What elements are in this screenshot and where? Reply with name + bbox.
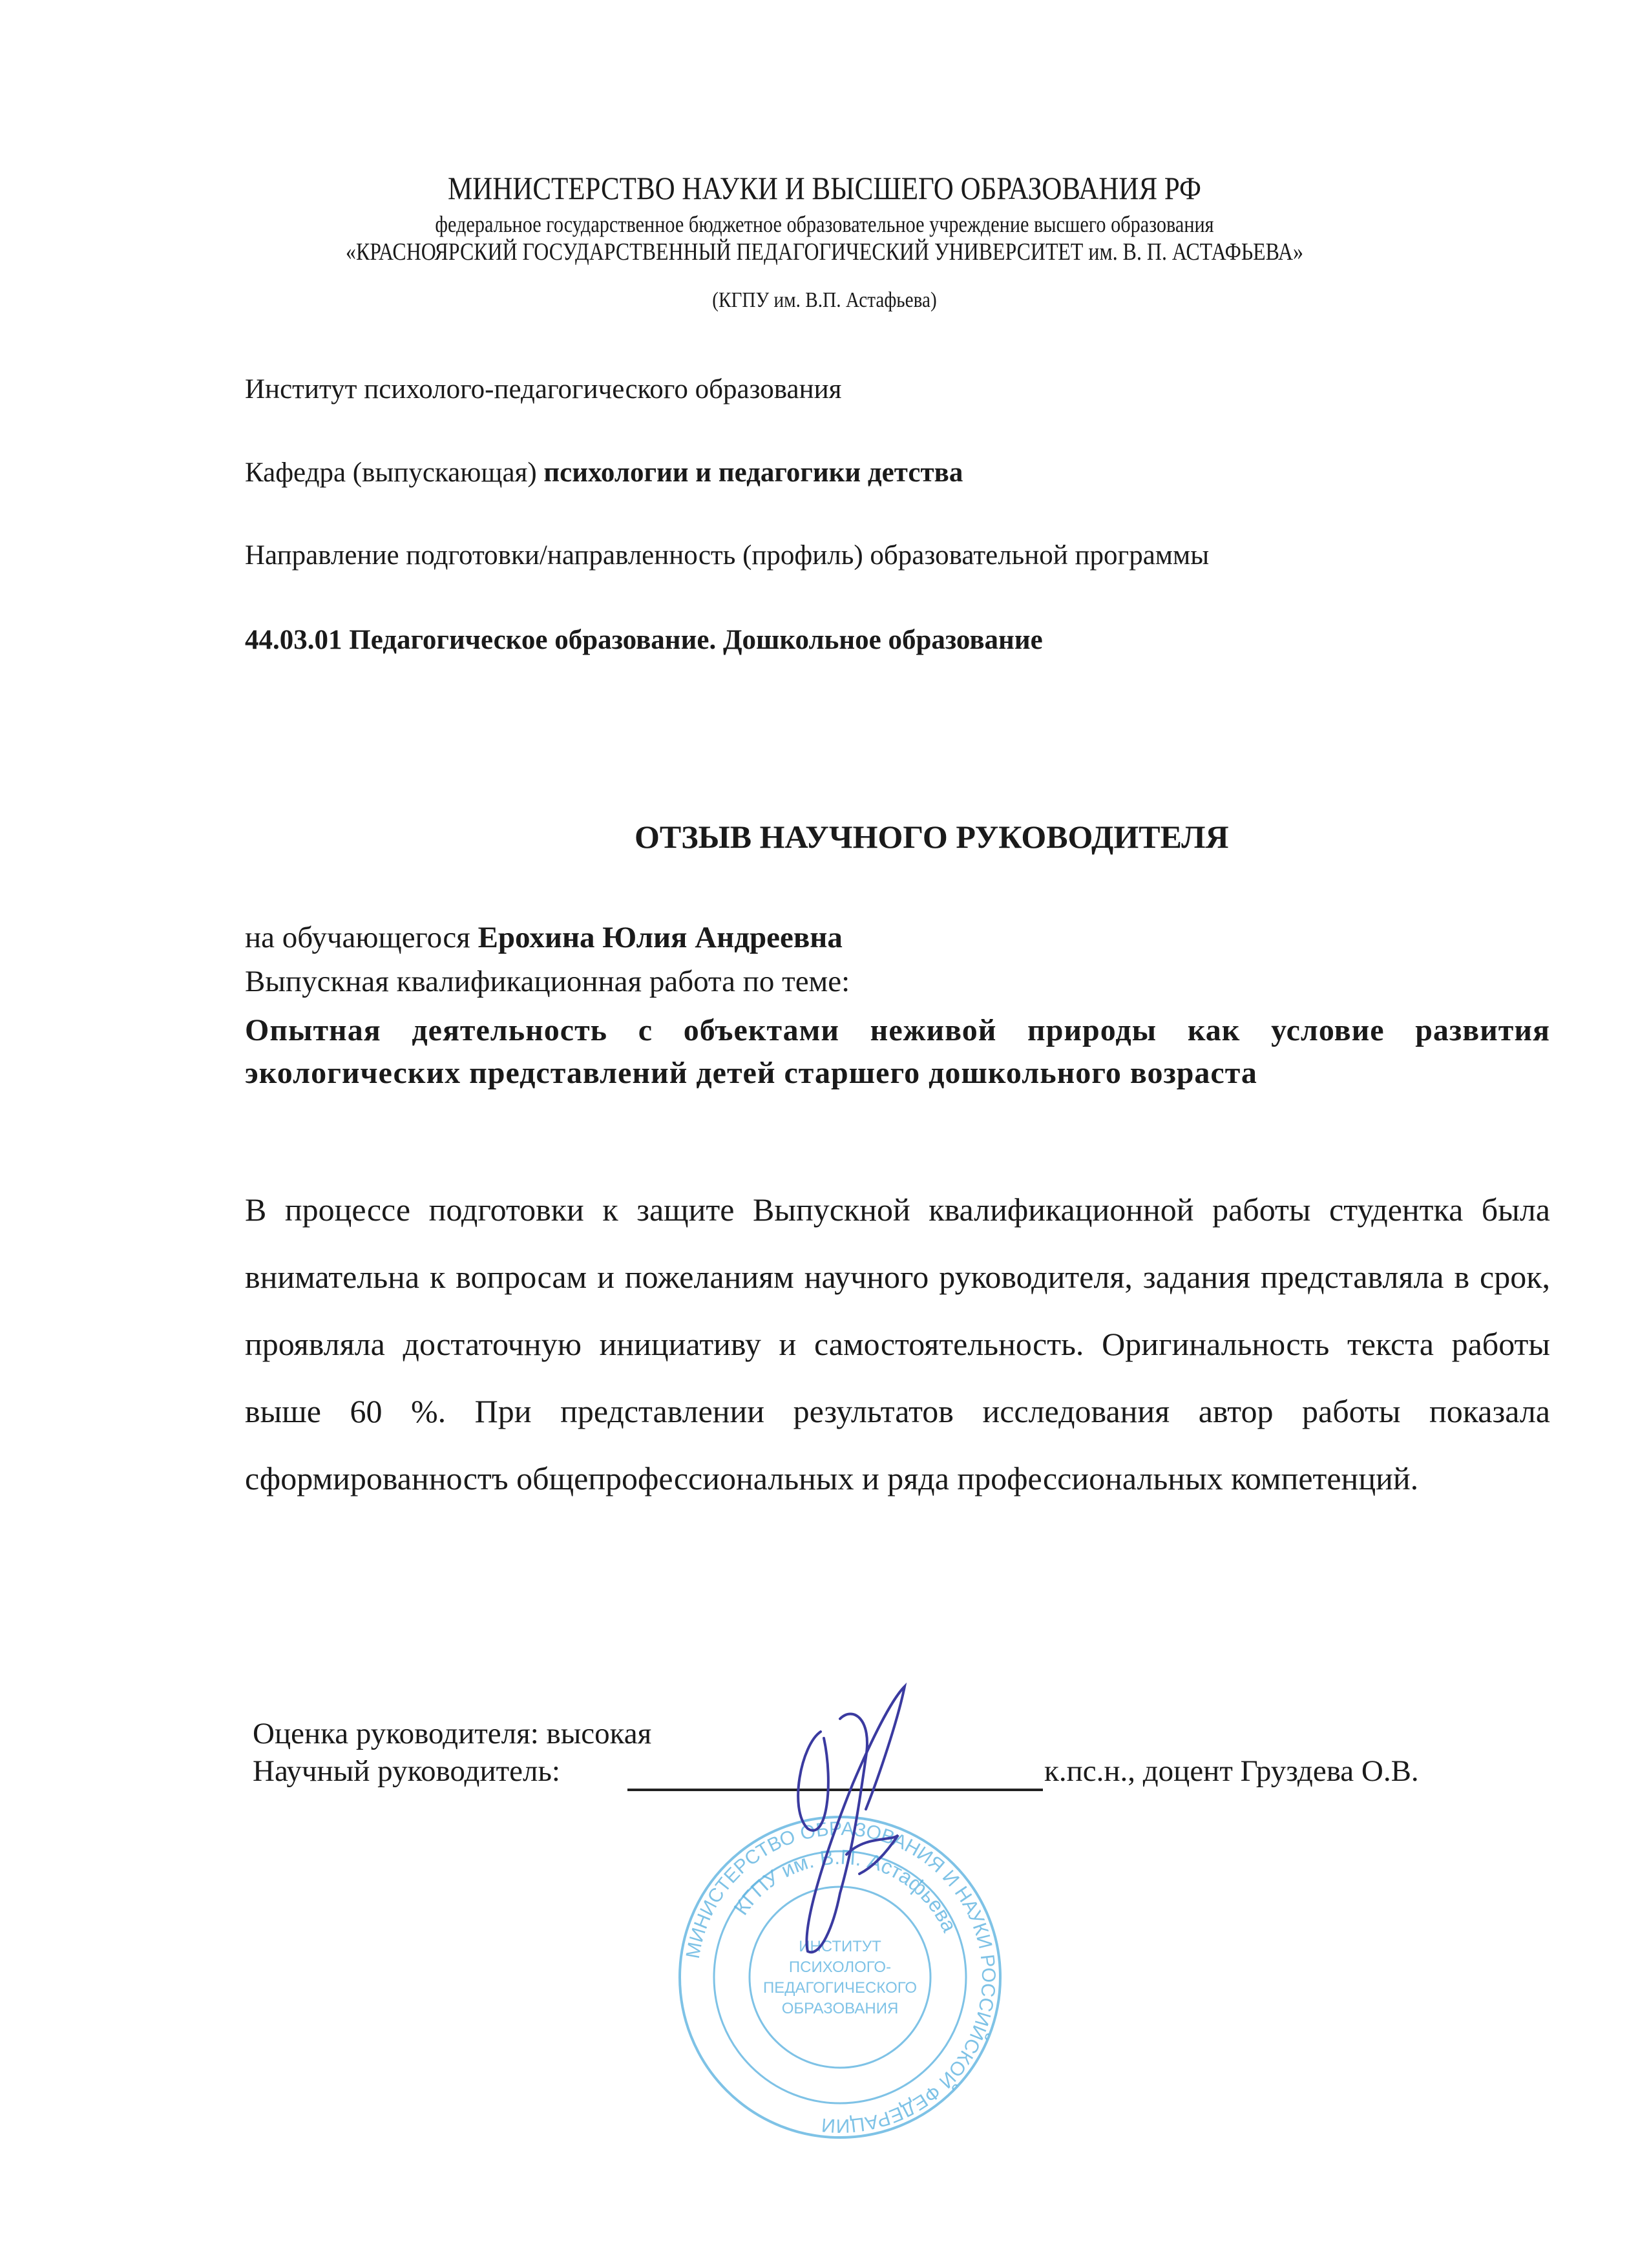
svg-text:ИНСТИТУТ: ИНСТИТУТ [799,1938,881,1955]
svg-text:КГПУ им. В.П. Астафьева: КГПУ им. В.П. Астафьева [729,1845,961,1936]
svg-text:МИНИСТЕРСТВО ОБРАЗОВАНИЯ И НАУ: МИНИСТЕРСТВО ОБРАЗОВАНИЯ И НАУКИ РОССИЙСКОЙ ФЕДЕРАЦИИ [682,1818,1000,2137]
department-label: Кафедра (выпускающая) [245,457,544,488]
topic: Опытная деятельность с объектами неживой природы как условие развития экологических представлений детей старшего дошкольного возраста [245,1013,1550,1090]
institution-type: федеральное государственное бюджетное образовательное учреждение высшего образования [435,211,1214,237]
svg-text:ОБРАЗОВАНИЯ: ОБРАЗОВАНИЯ [781,2000,899,2017]
direction-label: Направление подготовки/направленность (профиль) образовательной программы [245,540,1210,571]
review-body: В процессе подготовки к защите Выпускной квалификационной работы студентка была внимательна к вопросам и пожеланиям научного руководителя, задания представляла в срок, проявляла достаточную инициативу и самостоятельность. Оригинальность текста работы выше 60 %. При представлении результатов исследования автор работы показала сформированностъ общепрофессиональных и ряда профессиональных компетенций. [245,1192,1550,1496]
university-name: «КРАСНОЯРСКИЙ ГОСУДАРСТВЕННЫЙ ПЕДАГОГИЧЕСКИЙ УНИВЕРСИТЕТ им. В. П. АСТАФЬЕВА» [346,238,1303,266]
direction-value: 44.03.01 Педагогическое образование. Дошкольное образование [245,625,1043,655]
handwritten-signature [743,1680,924,1964]
student-label: на обучающегося [245,921,478,954]
institute: Институт психолого-педагогического образования [245,374,842,404]
svg-text:ПЕДАГОГИЧЕСКОГО: ПЕДАГОГИЧЕСКОГО [762,1979,918,1997]
student-name: Ерохина Юлия Андреевна [478,921,843,954]
department [245,457,963,488]
department-value: психологии и педагогики детства [543,457,963,488]
university-abbrev: (КГПУ им. В.П. Астафьева) [712,288,937,312]
ministry-heading: МИНИСТЕРСТВО НАУКИ И ВЫСШЕГО ОБРАЗОВАНИЯ РФ [447,170,1202,206]
topic-label: Выпускная квалификационная работа по теме: [245,965,850,998]
svg-text:ПСИХОЛОГО-: ПСИХОЛОГО- [788,1958,892,1976]
student [245,920,843,955]
supervisor-name: к.пс.н., доцент Груздева О.В. [1044,1754,1419,1788]
document-title: ОТЗЫВ НАУЧНОГО РУКОВОДИТЕЛЯ [635,819,1229,855]
grade: Оценка руководителя: высокая [253,1717,652,1750]
supervisor-label: Научный руководитель: [253,1754,560,1788]
